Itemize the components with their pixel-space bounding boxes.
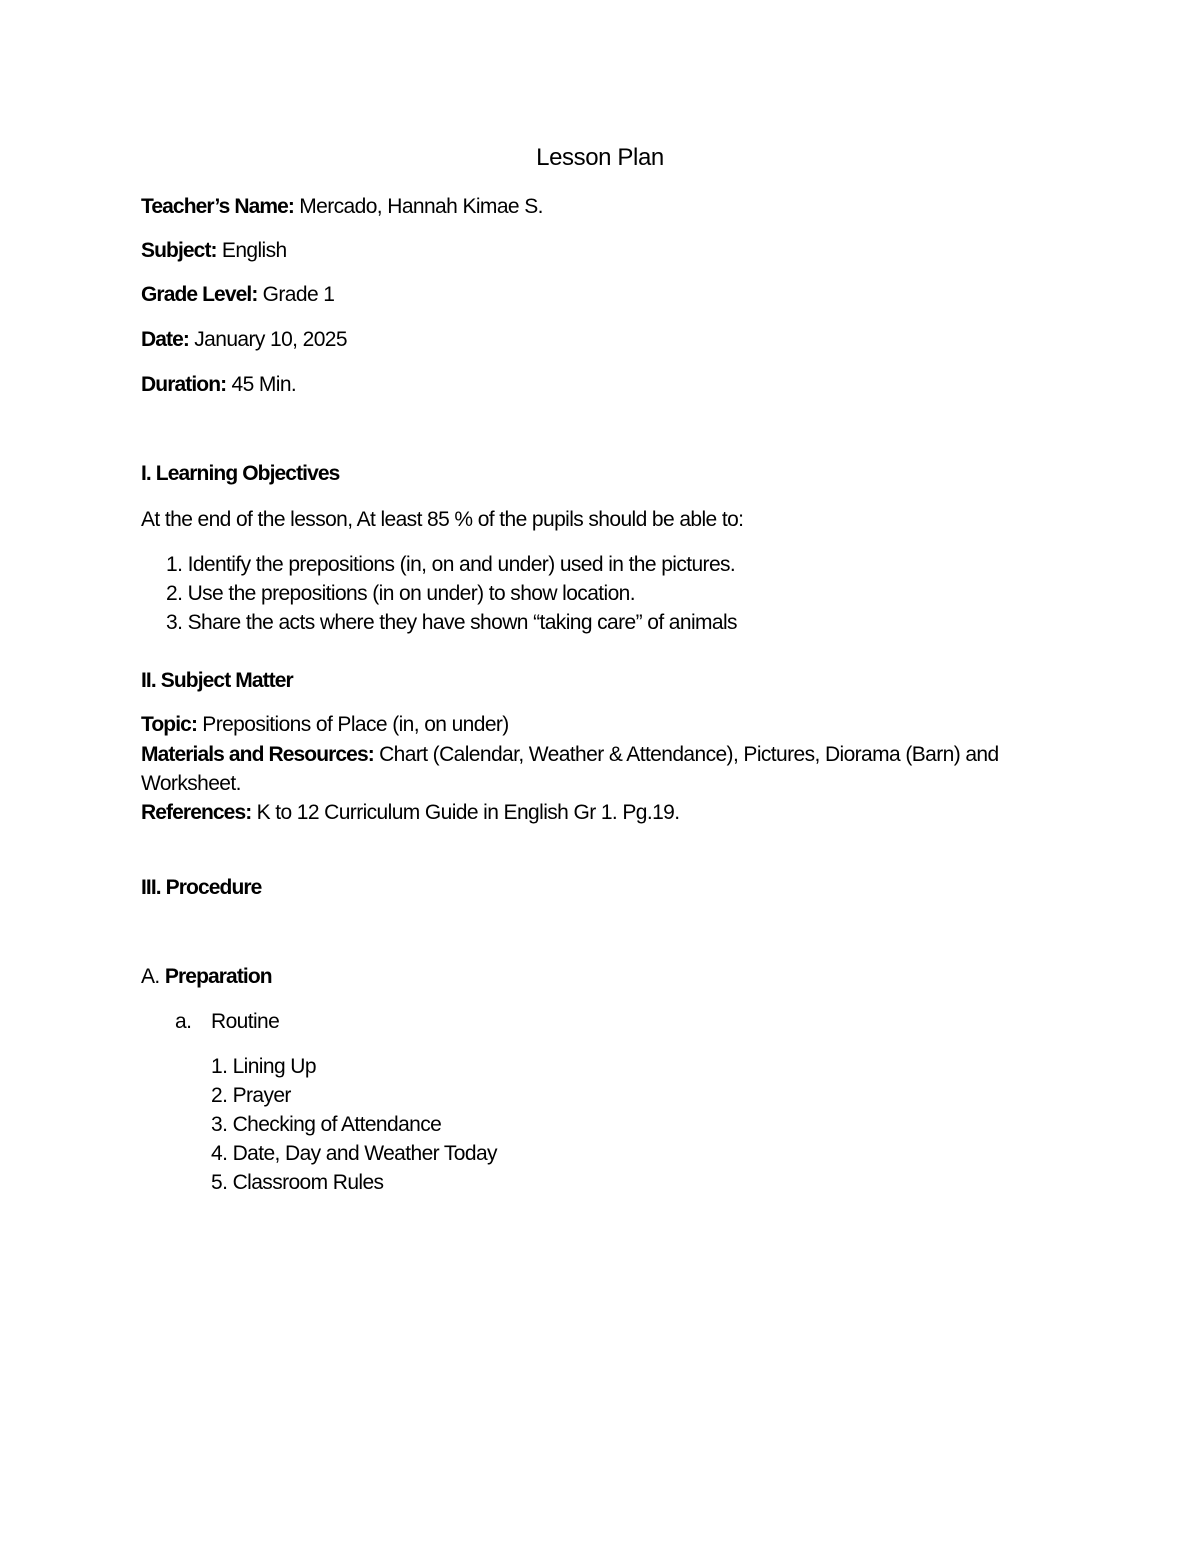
objectives-intro: At the end of the lesson, At least 85 % of the pupils should be able to: [141, 508, 744, 531]
grade-level-field [141, 284, 334, 305]
routine-item [211, 1114, 441, 1135]
materials-line-continued: Worksheet. [141, 772, 241, 795]
references-label: References: [141, 801, 252, 824]
preparation-heading [141, 966, 272, 987]
routine-number: 2. [211, 1084, 228, 1107]
routine-item [211, 1143, 497, 1164]
date-field [141, 329, 347, 350]
objective-text: Identify the prepositions (in, on and under) used in the pictures. [187, 553, 736, 576]
subject-label: Subject: [141, 239, 217, 262]
references-line [141, 802, 680, 823]
topic-value: Prepositions of Place (in, on under) [202, 713, 509, 736]
topic-label: Topic: [141, 713, 198, 736]
grade-level-label: Grade Level: [141, 283, 258, 306]
objective-text: Use the prepositions (in on under) to show location. [187, 582, 635, 605]
topic-line [141, 714, 509, 735]
date-label: Date: [141, 328, 190, 351]
subject-field [141, 240, 287, 261]
objective-number: 1. [166, 553, 183, 576]
objective-item [166, 583, 635, 604]
objective-text: Share the acts where they have shown “taking care” of animals [187, 611, 737, 634]
objectives-heading: I. Learning Objectives [141, 462, 340, 485]
duration-field [141, 374, 296, 395]
objective-item [166, 612, 737, 633]
date-value: January 10, 2025 [194, 328, 347, 351]
references-value: K to 12 Curriculum Guide in English Gr 1. Pg.19. [256, 801, 680, 824]
routine-item [211, 1056, 316, 1077]
subject-matter-heading: II. Subject Matter [141, 669, 293, 692]
routine-item [211, 1172, 383, 1193]
duration-label: Duration: [141, 373, 227, 396]
preparation-label: Preparation [164, 965, 272, 988]
page-title: Lesson Plan [536, 144, 664, 171]
objective-number: 2. [166, 582, 183, 605]
routine-text: Prayer [232, 1084, 291, 1107]
materials-line [141, 744, 999, 765]
materials-value: Chart (Calendar, Weather & Attendance), Pictures, Diorama (Barn) and [379, 743, 999, 766]
routine-item [211, 1085, 291, 1106]
teacher-name-label: Teacher’s Name: [141, 195, 295, 218]
objective-number: 3. [166, 611, 183, 634]
routine-number: 3. [211, 1113, 228, 1136]
routine-marker: a. [175, 1010, 192, 1033]
routine-text: Checking of Attendance [232, 1113, 442, 1136]
routine-text: Classroom Rules [232, 1171, 384, 1194]
routine-text: Date, Day and Weather Today [232, 1142, 497, 1165]
routine-number: 1. [211, 1055, 228, 1078]
routine-number: 4. [211, 1142, 228, 1165]
objective-item [166, 554, 735, 575]
preparation-prefix: A. [141, 965, 160, 988]
materials-label: Materials and Resources: [141, 743, 374, 766]
teacher-name-field [141, 196, 543, 217]
procedure-heading: III. Procedure [141, 876, 262, 899]
teacher-name-value: Mercado, Hannah Kimae S. [299, 195, 543, 218]
grade-level-value: Grade 1 [262, 283, 335, 306]
routine-number: 5. [211, 1171, 228, 1194]
routine-text: Lining Up [232, 1055, 316, 1078]
duration-value: 45 Min. [231, 373, 297, 396]
subject-value: English [221, 239, 287, 262]
routine-label: Routine [211, 1010, 280, 1033]
